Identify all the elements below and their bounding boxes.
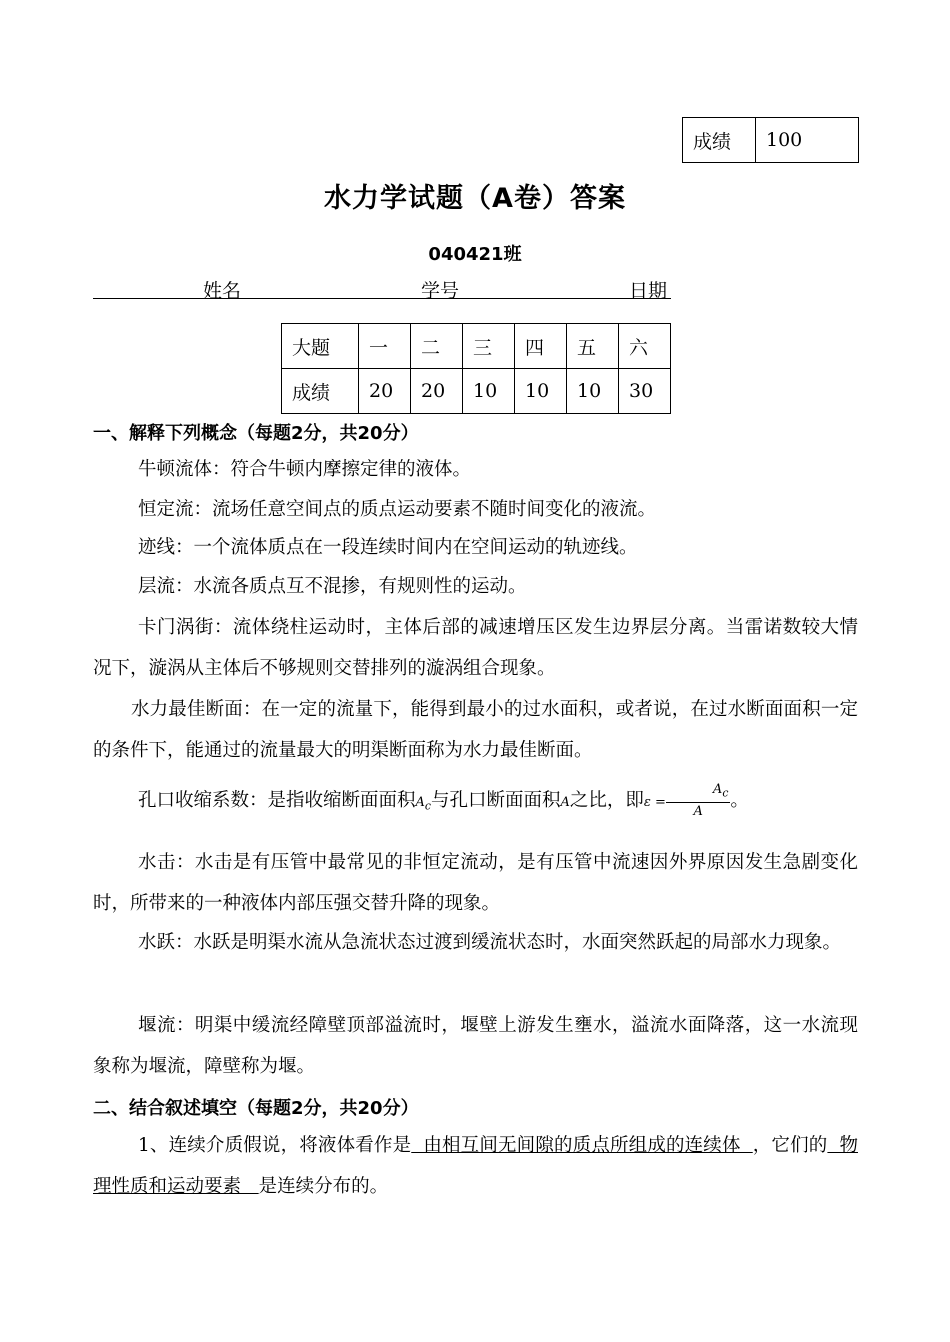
score-label: 成绩 (683, 118, 756, 163)
section-2-heading: 二、结合叙述填空（每题2分，共20分） (93, 1098, 419, 1119)
grade-cell: 10 (567, 369, 619, 414)
grade-cell: 10 (463, 369, 515, 414)
grade-table-row (282, 369, 671, 414)
name-label: 姓名 (203, 280, 242, 302)
grade-cell: 20 (359, 369, 411, 414)
answer-blank-1: 由相互间无间隙的质点所组成的连续体 (411, 1135, 753, 1156)
definition-paragraph: 水力最佳断面：在一定的流量下，能得到最小的过水面积，或者说，在过水断面面积一定的条件下，能通过的流量最大的明渠断面称为水力最佳断面。 (93, 699, 858, 761)
definition-paragraph: 卡门涡街：流体绕柱运动时，主体后部的减速增压区发生边界层分离。当雷诺数较大情况下，漩涡从主体后不够规则交替排列的漩涡组合现象。 (93, 617, 858, 679)
grade-cell: 10 (515, 369, 567, 414)
definition-paragraph: 堰流：明渠中缓流经障壁顶部溢流时，堰壁上游发生壅水，溢流水面降落，这一水流现象称为堰流，障壁称为堰。 (93, 1015, 858, 1077)
class-label: 040421班 (428, 244, 522, 265)
grade-cell: 三 (463, 324, 515, 369)
student-no-label: 学号 (421, 280, 460, 302)
score-value: 100 (756, 118, 859, 163)
definition-paragraph: 水击：水击是有压管中最常见的非恒定流动，是有压管中流速因外界原因发生急剧变化时，所带来的一种液体内部压强交替升降的现象。 (93, 852, 858, 914)
date-label: 日期 (629, 280, 668, 302)
answer-blank-2: 物理性质和运动要素 (93, 1135, 858, 1197)
grade-cell: 五 (567, 324, 619, 369)
grade-cell: 二 (411, 324, 463, 369)
fill-blank-question-1: 1、连续介质假说，将液体看作是 由相互间无间隙的质点所组成的连续体 ，它们的 物理性质和运动要素 是连续分布的。 (93, 1135, 858, 1197)
grade-table (281, 323, 671, 414)
grade-cell: 六 (619, 324, 671, 369)
definition-paragraph: 水跃：水跃是明渠水流从急流状态过渡到缓流状态时，水面突然跃起的局部水力现象。 (138, 932, 842, 953)
grade-cell: 四 (515, 324, 567, 369)
grade-cell: 一 (359, 324, 411, 369)
definition-paragraph: 迹线：一个流体质点在一段连续时间内在空间运动的轨迹线。 (138, 537, 638, 558)
grade-cell: 成绩 (282, 369, 359, 414)
formula: ε = $\frac{A_c}{A}$ (643, 781, 729, 820)
grade-cell: 30 (619, 369, 671, 414)
page-title: 水力学试题（A卷）答案 (324, 183, 626, 214)
name-line (93, 276, 671, 302)
grade-table-header (282, 324, 671, 369)
score-box (682, 117, 859, 163)
section-1-heading: 一、解释下列概念（每题2分，共20分） (93, 423, 419, 444)
contraction-coefficient-paragraph: 孔口收缩系数：是指收缩断面面积$A_c$与孔口断面面积A之比，即ε = $\frac{A_c}{A}$。 (138, 781, 749, 820)
definition-paragraph: 恒定流：流场任意空间点的质点运动要素不随时间变化的液流。 (138, 499, 657, 520)
symbol-a: A (560, 795, 570, 810)
grade-cell: 大题 (282, 324, 359, 369)
definition-paragraph: 层流：水流各质点互不混掺，有规则性的运动。 (138, 576, 527, 597)
definition-paragraph: 牛顿流体：符合牛顿内摩擦定律的液体。 (138, 459, 472, 480)
grade-cell: 20 (411, 369, 463, 414)
symbol-ac: $A_c$ (415, 795, 431, 813)
